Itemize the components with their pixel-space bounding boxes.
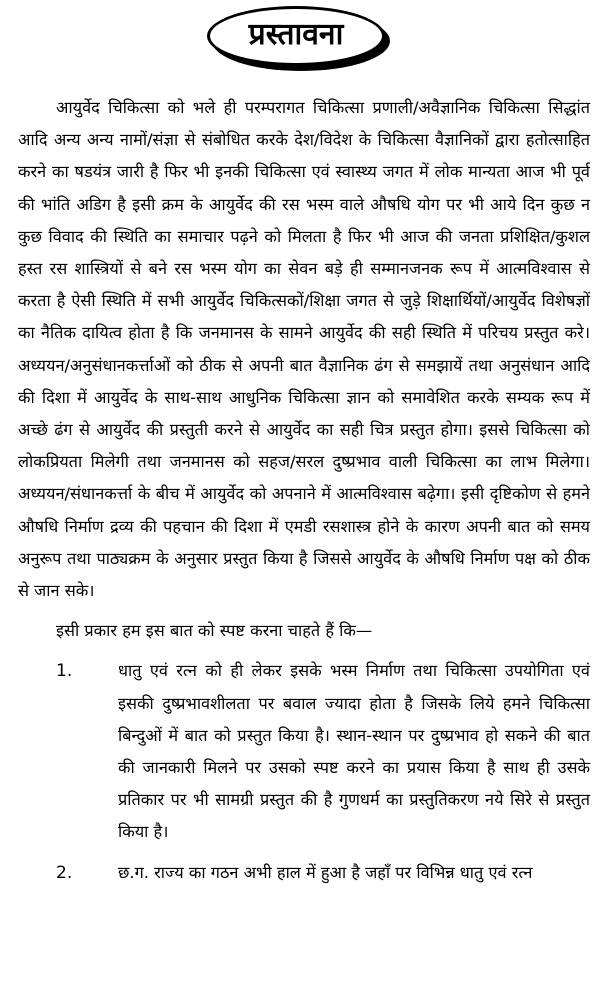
list-item-text: छ.ग. राज्य का गठन अभी हाल में हुआ है जहाँ पर विभिन्न धातु एवं रत्न — [118, 862, 533, 882]
page-title: प्रस्तावना — [248, 17, 344, 52]
list-item-number: 1. — [56, 661, 73, 682]
list-item — [18, 655, 590, 848]
title-banner — [207, 6, 393, 76]
body-text — [18, 92, 590, 889]
numbered-list — [18, 655, 590, 888]
list-intro: इसी प्रकार हम इस बात को स्पष्ट करना चाहते हैं कि— — [56, 621, 373, 641]
list-item — [18, 857, 590, 889]
paragraph-1: आयुर्वेद चिकित्सा को भले ही परम्परागत चिकित्सा प्रणाली/अवैज्ञानिक चिकित्सा सिद्धांत आदि अन्य अन्य नामों/संज्ञा से संबोधित करके देश/विदेश के चिकित्सा वैज्ञानिकों द्वारा हतोत्साहित करने का षडयंत्र जारी है फिर भी इनकी चिकित्सा एवं स्वास्थ्य जगत में लोक मान्यता आज भी पूर्व की भांति अडिग है इसी क्रम के आयुर्वेद की रस भस्म वाले औषधि योग पर भी आये दिन कुछ न कुछ विवाद की स्थिति का समाचार पढ़ने को मिलता है फिर भी आज की जनता प्रशिक्षित/कुशल हस्त रस शास्त्रियों से बने रस भस्म योग का सेवन बड़े ही सम्मानजनक रूप में आत्मविश्वास से करता है ऐसी स्थिति में सभी आयुर्वेद चिकित्सकों/शिक्षा जगत से जुड़े शिक्षार्थियों/आयुर्वेद विशेषज्ञों का नैतिक दायित्व होता है कि जनमानस के सामने आयुर्वेद की सही स्थिति में परिचय प्रस्तुत करे। अध्ययन/अनुसंधानकर्त्ताओं को ठीक से अपनी बात वैज्ञानिक ढंग से समझायें तथा अनुसंधान आदि की दिशा में आयुर्वेद के साथ-साथ आधुनिक चिकित्सा ज्ञान को समावेशित करके सम्यक रूप में अच्छे ढंग से आयुर्वेद की प्रस्तुती करने से आयुर्वेद का सही चित्र प्रस्तुत होगा। इससे चिकित्सा को लोकप्रियता मिलेगी तथा जनमानस को सहज/सरल दुष्प्रभाव वाली चिकित्सा का लाभ मिलेगा। अध्ययन/संधानकर्त्ता के बीच में आयुर्वेद को अपनाने में आत्मविश्वास बढ़ेगा। इसी दृष्टिकोण से हमने औषधि निर्माण द्रव्य की पहचान की दिशा में एमडी रसशास्त्र होने के कारण अपनी बात को समय अनुरूप तथा पाठ्यक्रम के अनुसार प्रस्तुत किया है जिससे आयुर्वेद के औषधि निर्माण पक्ष को ठीक से जान सके। — [18, 98, 590, 601]
list-item-text: धातु एवं रत्न को ही लेकर इसके भस्म निर्माण तथा चिकित्सा उपयोगिता एवं इसकी दुष्प्रभावशीलता पर बवाल ज्यादा होता है जिसके लिये हमने चिकित्सा बिन्दुओं में बात को प्रस्तुत किया है। स्थान-स्थान पर दुष्प्रभाव हो सकने की बात की जानकारी मिलने पर उसको स्पष्ट करने का प्रयास किया है साथ ही उसके प्रतिकार पर भी सामग्री प्रस्तुत की है गुणधर्म का प्रस्तुतिकरण नये सिरे से प्रस्तुत किया है। — [118, 661, 590, 842]
list-item-number: 2. — [56, 862, 73, 883]
title-oval — [207, 6, 385, 66]
